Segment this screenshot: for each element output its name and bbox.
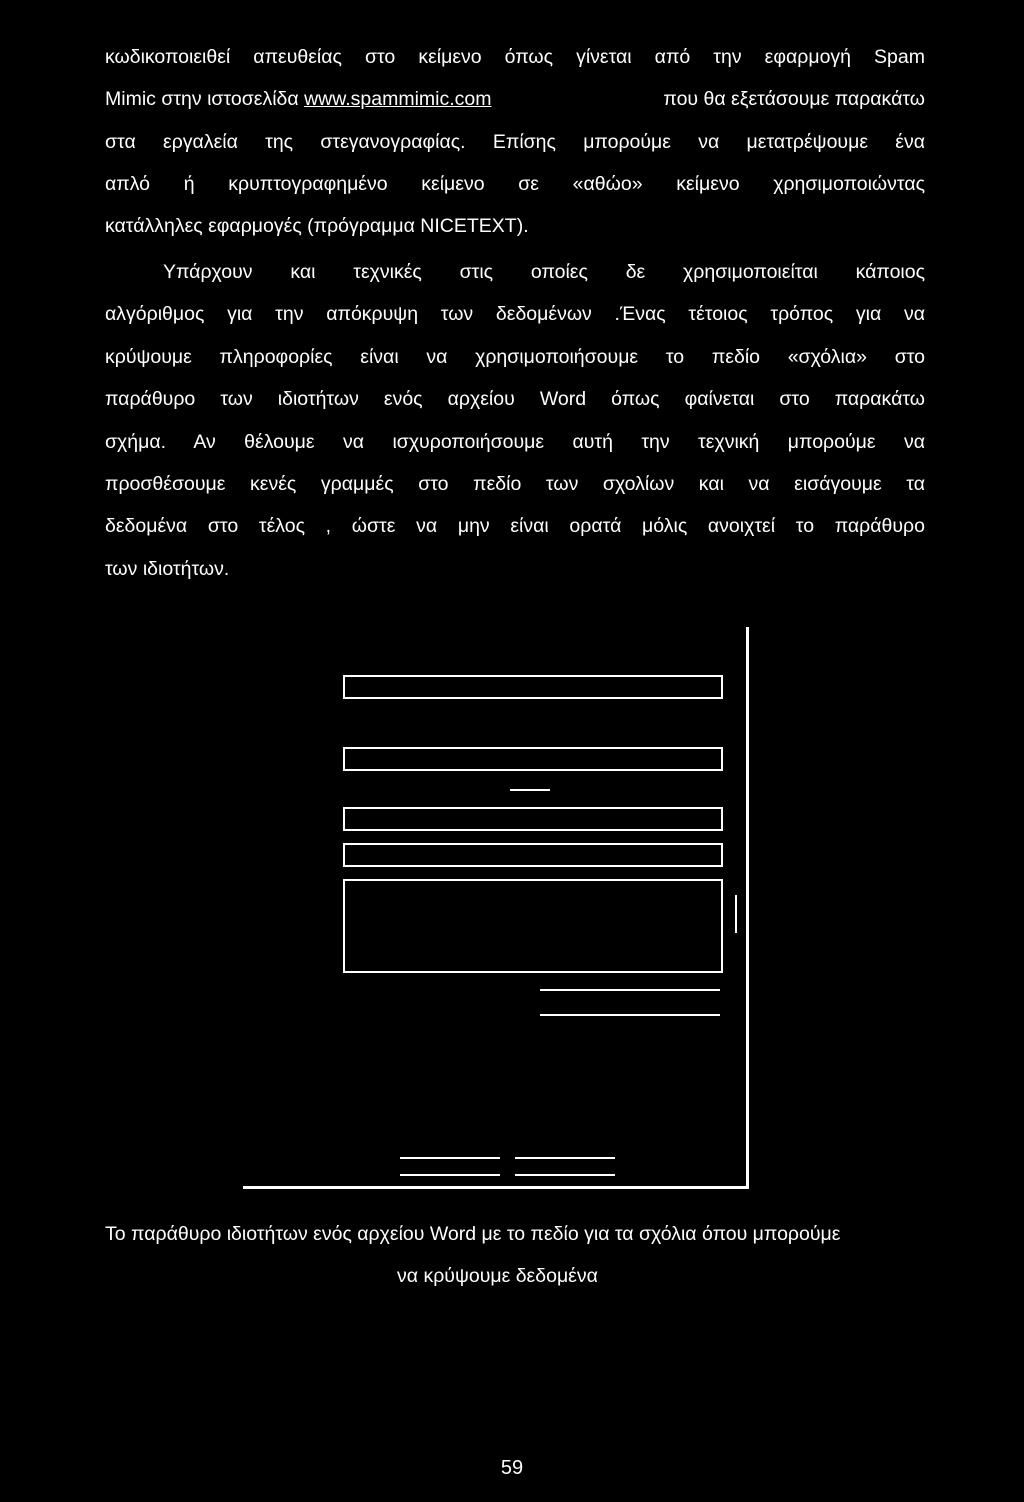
paragraph-1-line-2-start [105,87,492,111]
paragraph-2-line-5: σχήμα. Αν θέλουμε να ισχυροποιήσουμε αυτή την τεχνική μπορούμε να [105,431,925,453]
paragraph-1-line-3: στα εργαλεία της στεγανογραφίας. Επίσης μπορούμε να μετατρέψουμε ένα [105,131,925,153]
window-right-edge [746,627,749,1189]
comments-field[interactable] [343,879,723,973]
ok-button-top[interactable] [400,1157,500,1159]
cancel-button-bottom [515,1174,615,1176]
manager-field[interactable] [343,843,723,867]
paragraph-1-line-2 [105,87,925,111]
paragraph-2-line-4: παράθυρο των ιδιοτήτων ενός αρχείου Word όπως φαίνεται στο παρακάτω [105,388,925,410]
figure-caption-line-1: Το παράθυρο ιδιοτήτων ενός αρχείου Word με το πεδίο για τα σχόλια όπου μπορούμε [105,1223,841,1245]
paragraph-2-line-3: κρύψουμε πληροφορίες είναι να χρησιμοποιήσουμε το πεδίο «σχόλια» στο [105,346,925,368]
separator-line [510,789,550,791]
title-field[interactable] [343,675,723,699]
ok-button-bottom [400,1174,500,1176]
cancel-button-top[interactable] [515,1157,615,1159]
paragraph-1-line-4: απλό ή κρυπτογραφημένο κείμενο σε «αθώο» κείμενο χρησιμοποιώντας [105,173,925,195]
paragraph-2-line-7: δεδομένα στο τέλος , ώστε να μην είναι ορατά μόλις ανοιχτεί το παράθυρο [105,515,925,537]
spammimic-link[interactable]: www.spammimic.com [304,88,492,110]
figure-caption-line-2: να κρύψουμε δεδομένα [397,1265,598,1287]
paragraph-1-line-1: κωδικοποιειθεί απευθείας στο κείμενο όπως γίνεται από την εφαρμογή Spam [105,46,925,68]
author-field[interactable] [343,807,723,831]
comments-scrollbar[interactable] [735,895,737,933]
field-underline-2 [540,1014,720,1016]
paragraph-2-line-2: αλγόριθμος για την απόκρυψη των δεδομένων .Ένας τέτοιος τρόπος για να [105,303,925,325]
paragraph-2-line-8: των ιδιοτήτων. [105,558,230,580]
subject-field[interactable] [343,747,723,771]
page-number: 59 [500,1457,524,1479]
window-bottom-edge [243,1186,749,1189]
line-2-prefix-text: Mimic στην ιστοσελίδα [105,88,305,110]
paragraph-2-line-6: προσθέσουμε κενές γραμμές στο πεδίο των σχολίων και να εισάγουμε τα [105,473,925,495]
paragraph-1-line-2-end: που θα εξετάσουμε παρακάτω [657,88,925,110]
field-underline-1 [540,989,720,991]
paragraph-2-line-1: Υπάρχουν και τεχνικές στις οποίες δε χρησιμοποιείται κάποιος [163,261,925,283]
paragraph-1-line-5: κατάλληλες εφαρμογές (πρόγραμμα NICETEXT). [105,215,529,237]
